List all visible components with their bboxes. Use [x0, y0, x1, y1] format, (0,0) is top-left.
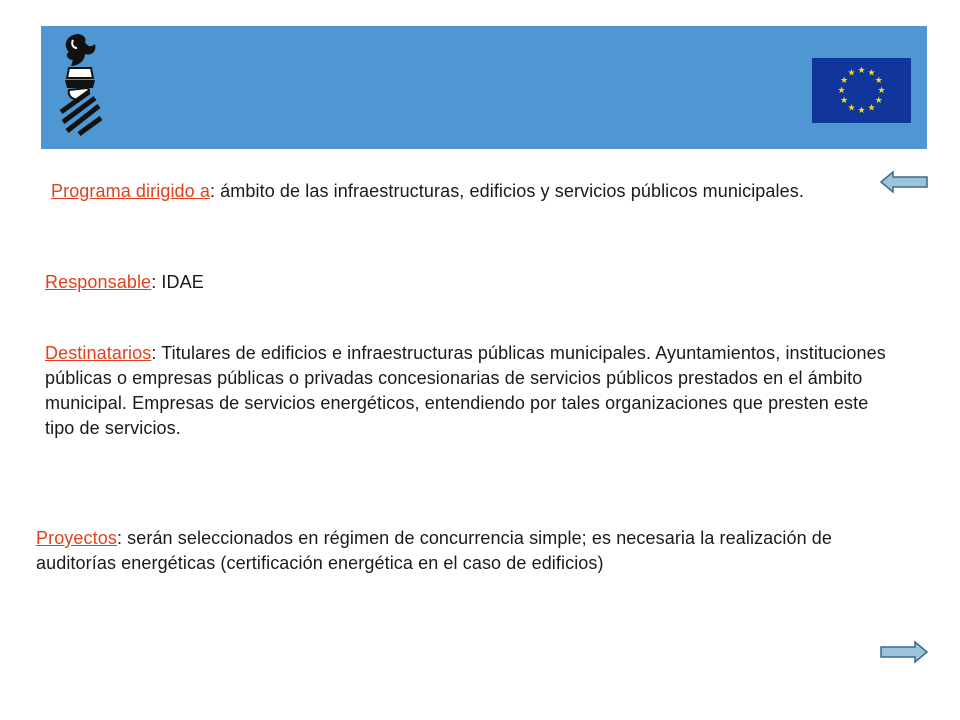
svg-text:★: ★ [840, 96, 849, 106]
svg-text:★: ★ [867, 68, 876, 79]
svg-text:★: ★ [874, 76, 883, 86]
svg-text:★: ★ [857, 106, 866, 116]
proyectos-text: : serán seleccionados en régimen de concurrencia simple; es necesaria la realización de auditorías energéticas (certificación energética en el caso de edificios) [36, 528, 833, 573]
destinatarios-paragraph [45, 341, 895, 441]
programa-link[interactable]: Programa dirigido a [51, 181, 210, 201]
svg-text:★: ★ [847, 68, 856, 79]
svg-text:★: ★ [877, 86, 886, 96]
back-arrow-button[interactable] [880, 170, 928, 194]
svg-text:★: ★ [847, 103, 856, 114]
proyectos-link[interactable]: Proyectos [36, 528, 117, 548]
programa-text: : ámbito de las infraestructuras, edificios y servicios públicos municipales. [209, 181, 804, 201]
destinatarios-text: : Titulares de edificios e infraestructuras públicas municipales. Ayuntamientos, instituciones públicas o empresas públicas o privadas concesionarias de servicios públicos prestados en el ámbito municipal. Empresas de servicios energéticos, entendiendo por tales organizaciones que presten este tipo de servicios. [45, 343, 886, 438]
programa-paragraph [51, 179, 851, 204]
responsable-paragraph [45, 270, 445, 295]
svg-text:★: ★ [837, 86, 846, 96]
destinatarios-link[interactable]: Destinatarios [45, 343, 152, 363]
svg-text:★: ★ [857, 66, 866, 76]
eu-flag-icon [812, 58, 911, 123]
proyectos-paragraph [36, 526, 916, 576]
svg-text:★: ★ [840, 76, 849, 86]
arrow-left-icon [880, 170, 928, 194]
responsable-link[interactable]: Responsable [45, 272, 152, 292]
arrow-right-icon [880, 640, 928, 664]
svg-text:★: ★ [867, 103, 876, 114]
responsable-text: : IDAE [151, 272, 204, 292]
svg-text:★: ★ [874, 96, 883, 106]
forward-arrow-button[interactable] [880, 640, 928, 664]
generalitat-valenciana-crest-icon [55, 32, 107, 136]
header-banner [41, 26, 927, 149]
